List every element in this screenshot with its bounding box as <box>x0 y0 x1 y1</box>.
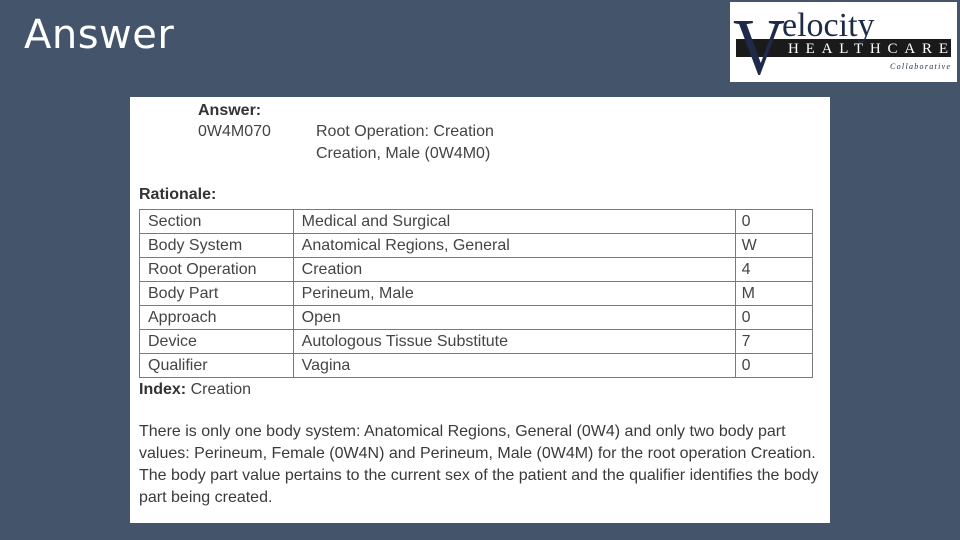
answer-heading: Answer: <box>198 102 262 119</box>
answer-index-entry: Creation, Male (0W4M0) <box>316 145 491 162</box>
row-label: Qualifier <box>140 354 294 378</box>
row-value: Perineum, Male <box>293 282 735 306</box>
table-row <box>140 306 813 330</box>
table-row <box>140 258 813 282</box>
answer-root-operation: Root Operation: Creation <box>316 123 494 140</box>
row-code: 0 <box>735 210 812 234</box>
table-row <box>140 282 813 306</box>
index-label: Index: <box>139 381 187 398</box>
row-value: Open <box>293 306 735 330</box>
table-row <box>140 210 813 234</box>
row-code: 7 <box>735 330 812 354</box>
logo-big-letter: V <box>733 4 785 82</box>
logo-word-band: HEALTHCARE <box>788 41 948 57</box>
velocity-healthcare-logo <box>730 2 957 82</box>
logo-word-top: elocity <box>782 7 875 44</box>
answer-document <box>130 97 830 523</box>
row-value: Anatomical Regions, General <box>293 234 735 258</box>
table-row <box>140 234 813 258</box>
row-code: M <box>735 282 812 306</box>
slide-title: Answer <box>24 12 175 58</box>
answer-code: 0W4M070 <box>198 123 271 140</box>
table-row <box>140 330 813 354</box>
row-value: Autologous Tissue Substitute <box>293 330 735 354</box>
row-label: Section <box>140 210 294 234</box>
row-label: Device <box>140 330 294 354</box>
rationale-heading: Rationale: <box>139 186 217 203</box>
rationale-table <box>139 209 813 378</box>
index-value: Creation <box>190 381 252 398</box>
table-row <box>140 354 813 378</box>
row-value: Creation <box>293 258 735 282</box>
row-code: 0 <box>735 354 812 378</box>
index-line <box>139 381 251 399</box>
row-value: Medical and Surgical <box>293 210 735 234</box>
row-code: 0 <box>735 306 812 330</box>
row-code: W <box>735 234 812 258</box>
row-value: Vagina <box>293 354 735 378</box>
row-label: Approach <box>140 306 294 330</box>
explanation-paragraph: There is only one body system: Anatomical Regions, General (0W4) and only two body part values: Perineum, Female (0W4N) and Perineum, Male (0W4M) for the root operation Creation. The body part value pertains to the current sex of the patient and the qualifier identifies the body part being created. <box>139 423 819 506</box>
row-code: 4 <box>735 258 812 282</box>
row-label: Body Part <box>140 282 294 306</box>
logo-word-sub: Collaborative <box>890 62 950 71</box>
row-label: Body System <box>140 234 294 258</box>
row-label: Root Operation <box>140 258 294 282</box>
